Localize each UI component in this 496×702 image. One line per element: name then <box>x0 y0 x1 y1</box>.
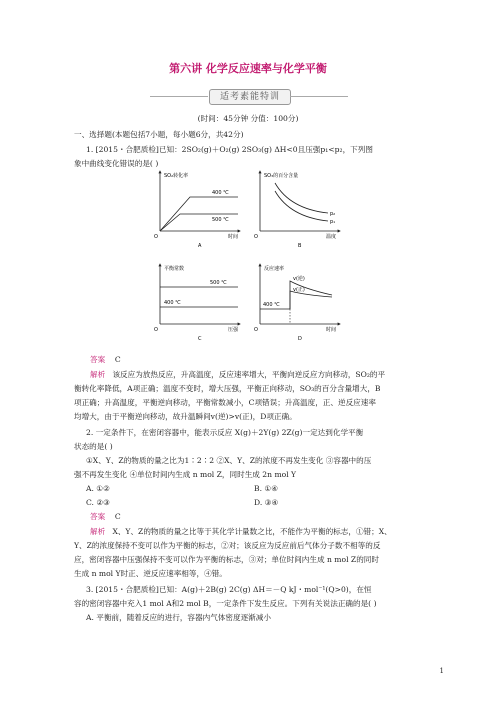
chart-b-tag: B <box>298 243 302 249</box>
q1-charts <box>150 169 350 349</box>
q2-explanation-line2: Y、Z的浓度保持不变可以作为平衡的标志，②对；该反应为反应前后气体分子数不相等的反 <box>74 541 381 550</box>
q2-explanation-line3: 应，密闭容器中压强保持不变可以作为平衡的标志，③对；单位时间内生成 n mol Z的同时 <box>74 555 379 564</box>
chart-d-label-temp: 400 ℃ <box>263 302 280 308</box>
page-number: 1 <box>439 667 444 675</box>
q1-expl-label: 解析 <box>90 370 106 379</box>
q2-answer <box>90 512 121 522</box>
chart-c <box>154 264 240 342</box>
chart-d-origin: O <box>254 327 258 333</box>
q2-choice-d: D. ③④ <box>254 498 279 507</box>
q1-answer <box>90 355 121 365</box>
chart-a <box>154 171 240 249</box>
q1-explanation-line2: 衡转化率降低，A项正确；温度不变时，增大压强，平衡正向移动，SO₃的百分含量增大，B <box>74 384 381 393</box>
q1-answer-label: 答案 <box>90 355 106 364</box>
chart-d <box>254 264 340 342</box>
time-score-info: (时间：45分钟 分值：100分) <box>197 114 299 123</box>
q1-stem-line1: 1. [2015・合肥质检]已知：2SO₂(g)＋O₂(g) 2SO₃(g) ΔH<0且压强p₁<p₂，下列图 <box>86 145 373 154</box>
q2-stem-line2: 状态的是( ) <box>74 442 113 451</box>
chart-a-xlabel: 时间 <box>228 234 239 240</box>
chart-a-tag: A <box>198 243 202 249</box>
chart-b-xlabel: 温度 <box>326 234 337 240</box>
chart-d-label-vfwd: v(正) <box>293 287 305 293</box>
chart-b-ylabel: SO₃的百分含量 <box>264 173 299 179</box>
chart-b-label-p1: p₁ <box>330 219 336 225</box>
chart-d-tag: D <box>298 336 302 342</box>
q1-explanation-line3: 项正确；升高温度，平衡逆向移动，平衡常数减小，C项错误；升高温度，正、逆反应速率 <box>74 398 376 407</box>
q2-options-line2: 强不再发生变化 ④单位时间内生成 n mol Z，同时生成 2n mol Y <box>74 470 297 479</box>
q2-explanation-line1: 解析 X、Y、Z的物质的量之比等于其化学计量数之比，不能作为平衡的标志，①错；X、 <box>90 527 392 536</box>
chart-a-ylabel: SO₂转化率 <box>164 173 189 179</box>
q3-stem-line2: 容的密闭容器中充入1 mol A和2 mol B，一定条件下发生反应。下列有关说法正确的是( ) <box>74 599 377 608</box>
banner-rule-left <box>150 96 208 97</box>
chart-b <box>254 171 340 249</box>
chart-a-origin: O <box>154 234 158 240</box>
section-heading: 一、选择题(本题包括7小题，每小题6分，共42分) <box>74 130 244 139</box>
q3-stem-line1: 3. [2015・合肥质检]已知：A(g)＋2B(g) 2C(g) ΔH＝－Q kJ・mol⁻¹(Q>0)，在恒 <box>86 585 372 594</box>
chart-d-xlabel: 时间 <box>326 327 337 333</box>
banner-rule-right <box>290 96 348 97</box>
q2-stem-line1: 2. 一定条件下，在密闭容器中，能表示反应 X(g)＋2Y(g) 2Z(g)一定达到化学平衡 <box>86 428 364 437</box>
lecture-title: 第六讲 化学反应速率与化学平衡 <box>169 62 327 75</box>
chart-c-label-400: 400 ℃ <box>164 300 181 306</box>
q2-explanation-line4: 生成 n mol Y时正、逆反应速率相等，④错。 <box>74 569 227 578</box>
q2-options-line1: ①X、Y、Z的物质的量之比为1∶2∶2 ②X、Y、Z的浓度不再发生变化 ③容器中的压 <box>86 456 372 465</box>
q1-answer-value: C <box>114 355 121 364</box>
q3-choice-a: A. 平衡前，随着反应的进行，容器内气体密度逐渐减小 <box>86 613 271 622</box>
q2-answer-value: C <box>114 512 121 521</box>
chart-b-curve-p2 <box>275 183 328 213</box>
chart-c-tag: C <box>198 336 202 342</box>
q1-explanation-line1: 解析 该反应为放热反应，升高温度，反应速率增大，平衡向逆反应方向移动，SO₂的平 <box>90 370 386 379</box>
chart-a-label-500: 500 ℃ <box>212 217 229 223</box>
q2-choice-a: A. ①② <box>86 484 110 493</box>
q2-expl-label: 解析 <box>90 527 106 536</box>
chart-c-ylabel: 平衡常数 <box>164 266 185 272</box>
q2-choice-c: C. ②③ <box>86 498 110 507</box>
chart-c-xlabel: 压强 <box>228 327 239 333</box>
chart-c-label-500: 500 ℃ <box>210 280 227 286</box>
chart-c-origin: O <box>154 327 158 333</box>
q2-choice-b: B. ①④ <box>254 484 279 493</box>
chart-d-ylabel: 反应速率 <box>264 266 285 272</box>
chart-b-label-p2: p₂ <box>330 211 336 217</box>
chart-b-origin: O <box>254 234 258 240</box>
q2-answer-label: 答案 <box>90 512 106 521</box>
q1-explanation-line4: 均增大，由于平衡逆向移动，故升温瞬间v(逆)>v(正)，D项正确。 <box>74 412 297 421</box>
q1-stem-line2: 象中曲线变化错误的是( ) <box>74 159 159 168</box>
chart-d-label-vrev: v(逆) <box>293 276 305 282</box>
section-banner: 适考素能特训 <box>209 89 291 105</box>
chart-a-label-400: 400 ℃ <box>212 190 229 196</box>
